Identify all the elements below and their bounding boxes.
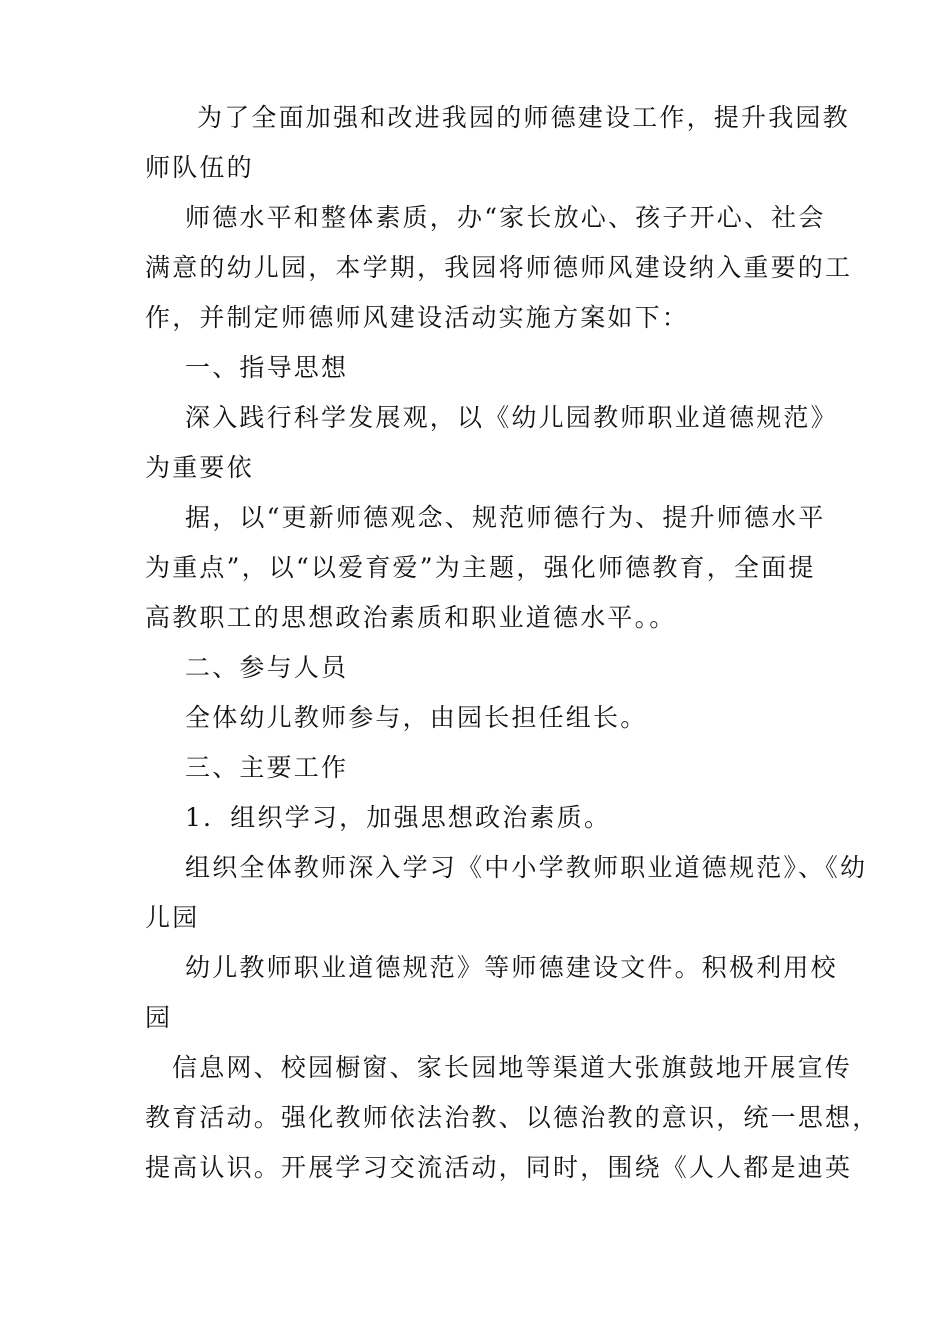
text-line: 为重点”，以“以爱育爱”为主题，强化师德教育，全面提 [145,553,816,582]
section-heading: 三、主要工作 [185,753,349,782]
text-line: 师德水平和整体素质，办“家长放心、孩子开心、社会 [185,203,826,232]
text-line: 为重要依 [145,453,254,482]
text-line: 师队伍的 [145,153,254,182]
text-line: 教育活动。强化教师依法治教、以德治教的意识，统一思想， [145,1103,880,1132]
text-line: 据，以“更新师德观念、规范师德行为、提升师德水平 [185,503,826,532]
text-line: 信息网、校园橱窗、家长园地等渠道大张旗鼓地开展宣传 [172,1053,853,1082]
text-line: 满意的幼儿园，本学期，我园将师德师风建设纳入重要的工 [145,253,853,282]
text-line: 为了全面加强和改进我园的师德建设工作，提升我园教 [197,103,850,132]
text-line: 作，并制定师德师风建设活动实施方案如下： [145,303,690,332]
text-line: 园 [145,1003,173,1032]
text-line: 幼儿教师职业道德规范》等师德建设文件。积极利用校 [185,953,838,982]
section-heading: 一、指导思想 [185,353,349,382]
text-line: 高教职工的思想政治素质和职业道德水平。。 [145,603,677,632]
section-heading: 二、参与人员 [185,653,349,682]
subsection-heading: 1．组织学习，加强思想政治素质。 [185,803,612,832]
text-line: 组织全体教师深入学习《中小学教师职业道德规范》、《幼 [185,853,868,882]
text-line: 儿园 [145,903,200,932]
text-line: 深入践行科学发展观，以《幼儿园教师职业道德规范》 [185,403,838,432]
text-line: 全体幼儿教师参与，由园长担任组长。 [185,703,648,732]
text-line: 提高认识。开展学习交流活动，同时，围绕《人人都是迪英 [145,1153,853,1182]
